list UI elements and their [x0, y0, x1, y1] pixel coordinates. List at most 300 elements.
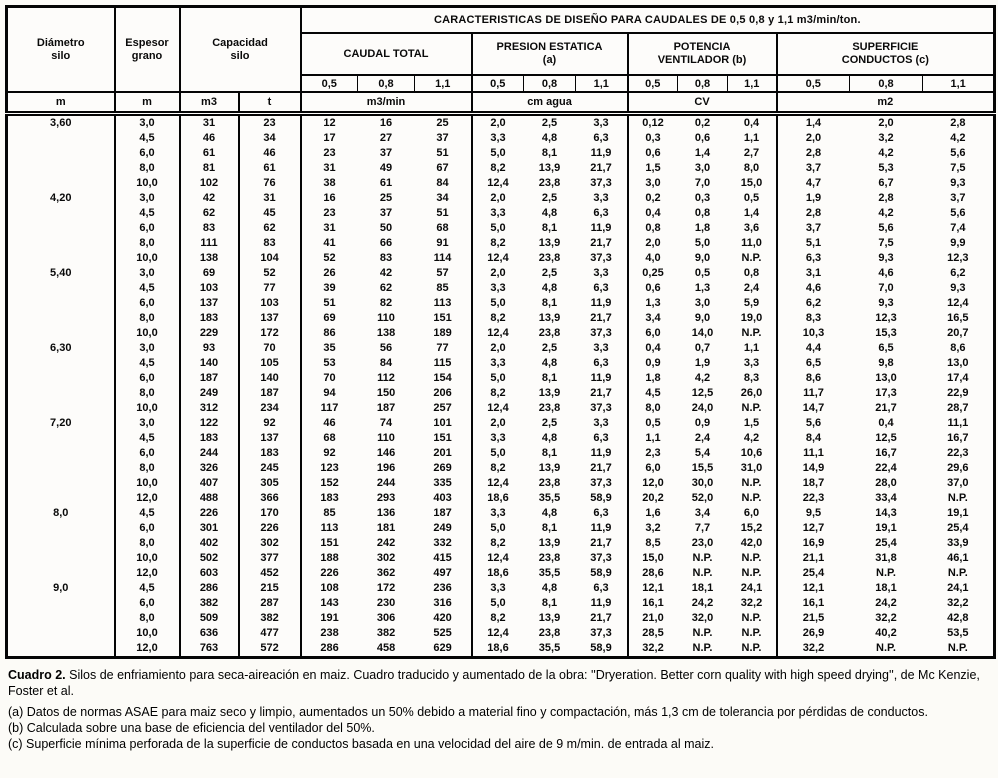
diameter-cell: [7, 566, 115, 581]
data-cell: 12,4: [487, 552, 509, 564]
diameter-cell: [7, 251, 115, 266]
data-cell: 34: [415, 191, 472, 206]
data-cell: 12: [323, 117, 336, 129]
data-cell: 8,1: [541, 297, 558, 309]
data-cell: 5,1: [805, 237, 822, 249]
data-cell: 4,5: [115, 356, 180, 371]
data-cell: 6,0: [115, 221, 180, 236]
data-cell: 3,2: [645, 522, 661, 534]
data-cell: 35,5: [538, 492, 561, 504]
data-cell: 13,9: [538, 162, 561, 174]
data-cell: 2,5: [541, 417, 558, 429]
data-cell: 34: [239, 131, 301, 146]
data-cell: 24,2: [875, 597, 897, 609]
data-cell: 53,5: [947, 627, 969, 639]
data-cell: N.P.: [728, 251, 777, 266]
data-cell: 196: [376, 462, 396, 474]
data-cell: 77: [239, 281, 301, 296]
data-cell: N.P.: [728, 626, 777, 641]
data-cell: 37: [379, 147, 393, 159]
diameter-cell: 6,30: [7, 341, 115, 356]
data-cell: 69: [180, 266, 239, 281]
data-cell: N.P.: [947, 642, 968, 654]
data-cell: 6,0: [115, 521, 180, 536]
data-cell: 4,8: [541, 282, 558, 294]
diameter-cell: [7, 206, 115, 221]
data-cell: 91: [415, 236, 472, 251]
data-cell: 3,7: [950, 192, 966, 204]
data-cell: 10,6: [728, 446, 777, 461]
data-cell: 19,1: [875, 522, 897, 534]
data-cell: 10,0: [115, 251, 180, 266]
subcol-header: 1,1: [923, 75, 995, 92]
data-cell: 49: [379, 162, 393, 174]
data-cell: 12,0: [115, 566, 180, 581]
data-cell: 2,5: [541, 267, 558, 279]
group-label: CAUDAL TOTAL: [343, 47, 429, 60]
data-cell: 12,4: [487, 477, 509, 489]
table-row: [7, 611, 995, 626]
subcol-header: 1,1: [576, 75, 628, 92]
data-cell: 226: [320, 567, 339, 579]
data-cell: 40,2: [875, 627, 897, 639]
data-cell: 46: [323, 417, 336, 429]
table-row: [7, 191, 995, 206]
data-cell: 6,0: [728, 506, 777, 521]
data-cell: 123: [320, 462, 339, 474]
data-cell: 151: [415, 311, 472, 326]
data-cell: 0,4: [878, 417, 894, 429]
data-cell: 458: [376, 642, 396, 654]
data-cell: 3,3: [490, 132, 506, 144]
subcol-header: 0,5: [301, 75, 358, 92]
diameter-cell: [7, 356, 115, 371]
data-cell: 407: [180, 476, 239, 491]
data-cell: 32,2: [802, 642, 825, 654]
data-cell: 37,3: [576, 251, 628, 266]
header-espesor: [115, 7, 180, 93]
data-cell: 6,3: [805, 252, 822, 264]
data-cell: 10,0: [115, 626, 180, 641]
data-cell: 51: [415, 146, 472, 161]
caption-label: Cuadro 2.: [8, 668, 66, 682]
table-row: [7, 131, 995, 146]
data-cell: 113: [320, 522, 339, 534]
data-cell: 0,2: [694, 117, 711, 129]
data-cell: 0,9: [645, 357, 661, 369]
data-cell: 68: [323, 432, 336, 444]
table-row: [7, 416, 995, 431]
data-cell: 1,3: [694, 282, 711, 294]
data-cell: 6,0: [115, 371, 180, 386]
data-cell: 6,0: [645, 327, 661, 339]
data-cell: 0,8: [694, 207, 711, 219]
data-cell: 1,6: [645, 507, 661, 519]
data-cell: 51: [415, 206, 472, 221]
data-cell: 8,1: [541, 147, 558, 159]
data-cell: 23: [323, 147, 336, 159]
data-cell: 22,3: [802, 492, 825, 504]
data-cell: 23: [239, 114, 301, 132]
data-cell: 3,0: [694, 162, 711, 174]
data-cell: 5,6: [878, 222, 894, 234]
data-cell: 11,7: [803, 387, 824, 399]
table-row: [7, 326, 995, 341]
data-cell: 2,0: [490, 267, 506, 279]
data-cell: 1,4: [805, 117, 822, 129]
diameter-cell: [7, 236, 115, 251]
data-cell: 170: [239, 506, 301, 521]
header-espesor-line2: grano: [131, 49, 163, 62]
data-cell: 58,9: [576, 491, 628, 506]
data-cell: 31,0: [728, 461, 777, 476]
units-row: [7, 92, 995, 114]
data-cell: 7,0: [878, 282, 894, 294]
data-cell: 226: [239, 521, 301, 536]
data-cell: 35,5: [538, 642, 561, 654]
table-row: [7, 506, 995, 521]
data-cell: 25,4: [802, 567, 825, 579]
data-cell: 5,4: [694, 447, 711, 459]
table-row: [7, 566, 995, 581]
data-cell: N.P.: [876, 642, 896, 654]
data-cell: 3,1: [805, 267, 822, 279]
data-cell: 69: [323, 312, 336, 324]
data-cell: 0,6: [645, 282, 661, 294]
data-cell: 32,2: [642, 642, 664, 654]
data-cell: 234: [239, 401, 301, 416]
data-cell: 15,0: [642, 552, 664, 564]
data-cell: 249: [180, 386, 239, 401]
data-cell: 2,0: [490, 192, 506, 204]
data-cell: 53: [323, 357, 336, 369]
data-cell: 12,4: [487, 327, 509, 339]
table-row: [7, 161, 995, 176]
data-cell: 249: [415, 521, 472, 536]
data-cell: 52,0: [691, 492, 714, 504]
data-cell: 137: [239, 311, 301, 326]
unit-diametro: m: [7, 92, 115, 114]
data-cell: 312: [180, 401, 239, 416]
data-cell: 6,2: [950, 267, 966, 279]
data-cell: 0,5: [728, 191, 777, 206]
table-row: [7, 251, 995, 266]
data-cell: 11,9: [576, 221, 628, 236]
data-cell: 187: [415, 506, 472, 521]
data-cell: 11,1: [947, 417, 969, 429]
data-cell: 7,5: [950, 162, 966, 174]
data-cell: 183: [239, 446, 301, 461]
data-cell: 4,8: [541, 507, 558, 519]
data-cell: 8,0: [115, 536, 180, 551]
data-cell: 0,25: [642, 267, 664, 279]
data-cell: 114: [415, 251, 472, 266]
data-cell: 21,5: [802, 612, 825, 624]
data-cell: 4,4: [805, 342, 822, 354]
data-cell: 1,3: [645, 297, 661, 309]
data-cell: 0,4: [645, 207, 661, 219]
data-cell: 12,5: [875, 432, 897, 444]
data-cell: 8,6: [805, 372, 822, 384]
data-cell: 8,2: [490, 312, 506, 324]
data-cell: 3,0: [115, 341, 180, 356]
data-cell: 8,1: [541, 522, 558, 534]
data-cell: 138: [180, 251, 239, 266]
data-cell: 143: [320, 597, 339, 609]
data-cell: N.P.: [692, 567, 713, 579]
data-cell: 3,6: [728, 221, 777, 236]
data-cell: 16,9: [802, 537, 825, 549]
data-cell: 112: [377, 372, 395, 384]
data-cell: 382: [239, 611, 301, 626]
data-cell: 402: [180, 536, 239, 551]
data-cell: 51: [323, 297, 336, 309]
data-cell: 13,0: [947, 357, 969, 369]
data-cell: 31,8: [875, 552, 897, 564]
data-cell: 23,8: [538, 402, 561, 414]
data-cell: 19,1: [947, 507, 969, 519]
data-cell: 83: [379, 252, 393, 264]
table-row: [7, 176, 995, 191]
data-cell: 6,5: [878, 342, 894, 354]
data-cell: 21,7: [576, 386, 628, 401]
data-cell: 16,7: [875, 447, 897, 459]
data-cell: 2,8: [950, 117, 966, 129]
data-cell: 37: [415, 131, 472, 146]
data-cell: N.P.: [728, 551, 777, 566]
data-cell: 1,1: [645, 432, 661, 444]
data-cell: 9,5: [805, 507, 822, 519]
data-cell: N.P.: [692, 642, 713, 654]
data-cell: N.P.: [728, 641, 777, 658]
data-cell: 85: [323, 507, 336, 519]
data-cell: 236: [415, 581, 472, 596]
table-row: [7, 491, 995, 506]
data-cell: 452: [239, 566, 301, 581]
data-cell: 366: [239, 491, 301, 506]
data-cell: 4,5: [645, 387, 661, 399]
data-cell: 2,4: [694, 432, 711, 444]
data-cell: 287: [239, 596, 301, 611]
data-cell: 11,9: [576, 521, 628, 536]
unit-capacidad-t: t: [239, 92, 301, 114]
table-row: [7, 536, 995, 551]
data-cell: 4,2: [694, 372, 711, 384]
data-cell: 28,7: [947, 402, 969, 414]
data-cell: 35: [323, 342, 336, 354]
data-cell: 4,8: [541, 582, 558, 594]
data-cell: 7,5: [878, 237, 894, 249]
data-cell: 188: [320, 552, 339, 564]
subcol-header: 0,8: [524, 75, 576, 92]
data-cell: 12,1: [642, 582, 664, 594]
data-cell: 6,2: [805, 297, 822, 309]
data-cell: 104: [239, 251, 301, 266]
data-cell: 525: [415, 626, 472, 641]
data-cell: 1,4: [694, 147, 711, 159]
data-cell: 183: [180, 311, 239, 326]
data-cell: 14,0: [691, 327, 714, 339]
data-cell: 12,4: [487, 402, 509, 414]
diameter-cell: [7, 611, 115, 626]
data-cell: 52: [239, 266, 301, 281]
data-cell: 293: [376, 492, 396, 504]
data-cell: 603: [180, 566, 239, 581]
data-cell: 5,6: [805, 417, 822, 429]
data-cell: 37,3: [576, 626, 628, 641]
data-cell: 2,7: [728, 146, 777, 161]
data-cell: 9,3: [950, 282, 966, 294]
diameter-cell: [7, 221, 115, 236]
data-cell: 42,8: [947, 612, 969, 624]
data-cell: 8,1: [541, 372, 558, 384]
data-cell: N.P.: [692, 552, 713, 564]
data-cell: 28,6: [642, 567, 664, 579]
data-cell: 28,0: [875, 477, 897, 489]
data-cell: 61: [239, 161, 301, 176]
data-cell: 68: [415, 221, 472, 236]
caption-text: Silos de enfriamiento para seca-aireación en maiz. Cuadro traducido y aumentado de la obra: ''Dryeration. Better corn quality with high speed drying'', de Mc Kenzie, Foster et al.: [8, 668, 980, 698]
data-cell: 23,8: [538, 327, 561, 339]
data-cell: 420: [415, 611, 472, 626]
data-cell: 83: [180, 221, 239, 236]
data-cell: 110: [377, 432, 395, 444]
data-cell: 13,9: [538, 462, 561, 474]
data-cell: 21,7: [576, 611, 628, 626]
data-cell: 21,0: [642, 612, 664, 624]
data-cell: 11,9: [576, 296, 628, 311]
subcol-header: 0,8: [358, 75, 415, 92]
data-cell: 16: [379, 117, 393, 129]
data-cell: 6,3: [576, 131, 628, 146]
data-cell: 4,5: [115, 281, 180, 296]
data-cell: N.P.: [947, 492, 968, 504]
table-row: [7, 221, 995, 236]
data-cell: 4,5: [115, 506, 180, 521]
diameter-cell: [7, 641, 115, 658]
data-cell: 1,1: [728, 131, 777, 146]
data-cell: 8,0: [115, 236, 180, 251]
data-cell: 10,0: [115, 551, 180, 566]
diameter-cell: [7, 161, 115, 176]
data-cell: 332: [415, 536, 472, 551]
unit-espesor: m: [115, 92, 180, 114]
data-cell: 11,9: [576, 596, 628, 611]
data-cell: 84: [415, 176, 472, 191]
footnote-b: (b) Calculada sobre una base de eficiencia del ventilador del 50%.: [8, 721, 375, 735]
data-cell: 5,0: [490, 297, 506, 309]
data-cell: 15,0: [728, 176, 777, 191]
data-cell: 0,6: [645, 147, 661, 159]
data-cell: 3,0: [115, 191, 180, 206]
data-cell: 25,4: [875, 537, 897, 549]
data-cell: 21,1: [802, 552, 825, 564]
data-cell: 9,3: [950, 177, 966, 189]
table-title: CARACTERISTICAS DE DISEÑO PARA CAUDALES DE 0,5 0,8 y 1,1 m3/min/ton.: [301, 7, 995, 34]
table-row: [7, 551, 995, 566]
data-cell: 93: [180, 341, 239, 356]
data-cell: 238: [320, 627, 339, 639]
data-cell: 19,0: [728, 311, 777, 326]
data-cell: 31: [239, 191, 301, 206]
data-cell: 3,7: [805, 222, 822, 234]
data-cell: 18,7: [802, 477, 825, 489]
data-cell: 108: [320, 582, 339, 594]
data-cell: 8,3: [728, 371, 777, 386]
data-cell: 110: [377, 312, 395, 324]
data-cell: 763: [180, 641, 239, 658]
data-cell: 12,3: [875, 312, 897, 324]
data-cell: 8,0: [728, 161, 777, 176]
data-cell: 0,8: [645, 222, 661, 234]
data-cell: 23: [323, 207, 336, 219]
data-cell: 61: [379, 177, 393, 189]
data-cell: 2,0: [645, 237, 661, 249]
unit-superficie: m2: [777, 92, 995, 114]
data-cell: 50: [379, 222, 393, 234]
data-cell: 6,7: [878, 177, 894, 189]
data-cell: 326: [180, 461, 239, 476]
diameter-cell: [7, 371, 115, 386]
data-cell: 3,0: [645, 177, 661, 189]
data-cell: 136: [376, 507, 396, 519]
diameter-cell: [7, 551, 115, 566]
data-cell: 103: [239, 296, 301, 311]
data-cell: 31: [180, 114, 239, 132]
data-cell: 8,0: [115, 386, 180, 401]
data-cell: 636: [180, 626, 239, 641]
table-row: [7, 341, 995, 356]
data-cell: 70: [239, 341, 301, 356]
data-cell: 3,3: [576, 341, 628, 356]
data-cell: 6,0: [115, 146, 180, 161]
data-cell: 6,3: [576, 581, 628, 596]
diameter-cell: [7, 536, 115, 551]
data-cell: 66: [379, 237, 393, 249]
table-row: [7, 596, 995, 611]
data-cell: 316: [415, 596, 472, 611]
data-cell: N.P.: [728, 491, 777, 506]
subcol-header: 0,5: [777, 75, 850, 92]
data-cell: 21,7: [875, 402, 897, 414]
diameter-cell: [7, 176, 115, 191]
data-cell: 3,3: [490, 507, 506, 519]
data-cell: 172: [376, 582, 396, 594]
data-cell: N.P.: [728, 401, 777, 416]
data-cell: 187: [239, 386, 301, 401]
data-cell: 245: [239, 461, 301, 476]
data-cell: 8,1: [541, 597, 558, 609]
data-cell: 7,4: [950, 222, 966, 234]
diameter-cell: [7, 431, 115, 446]
data-cell: 16,7: [947, 432, 969, 444]
data-cell: 21,7: [576, 536, 628, 551]
data-cell: 12,0: [115, 491, 180, 506]
data-cell: 12,4: [487, 627, 509, 639]
data-cell: 42: [379, 267, 393, 279]
data-cell: 3,4: [645, 312, 661, 324]
data-cell: 8,2: [490, 162, 506, 174]
data-cell: 244: [376, 477, 396, 489]
diameter-cell: [7, 596, 115, 611]
data-cell: 11,0: [728, 236, 777, 251]
table-row: [7, 401, 995, 416]
data-cell: 8,3: [805, 312, 822, 324]
diameter-cell: [7, 146, 115, 161]
data-cell: N.P.: [947, 567, 968, 579]
data-cell: 8,1: [541, 447, 558, 459]
data-cell: 0,12: [642, 117, 664, 129]
